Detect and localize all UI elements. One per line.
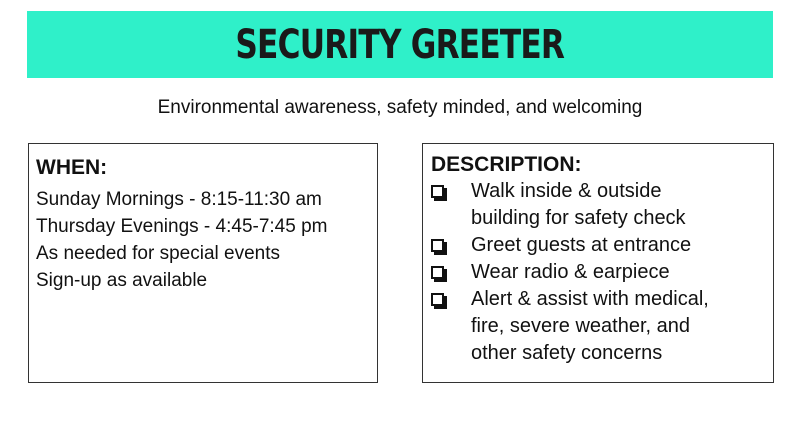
when-list	[36, 186, 377, 294]
when-line: Sign-up as available	[36, 270, 208, 291]
page-title: SECURITY GREETER	[235, 21, 565, 68]
when-card	[28, 143, 378, 383]
description-item-text: Alert & assist with medical, fire, severe weather, and other safety concerns	[471, 288, 709, 364]
description-item-text: Wear radio & earpiece	[471, 261, 670, 283]
description-item-text: Walk inside & outside building for safety check	[471, 180, 686, 229]
list-item	[431, 232, 773, 259]
when-line: As needed for special events	[36, 243, 280, 264]
description-list	[431, 178, 773, 367]
when-heading: WHEN:	[36, 156, 108, 179]
list-item	[431, 178, 773, 232]
list-item	[431, 259, 773, 286]
list-item	[431, 286, 773, 367]
subtitle: Environmental awareness, safety minded, and welcoming	[157, 97, 643, 118]
checkbox-icon	[431, 259, 471, 279]
when-line: Thursday Evenings - 4:45-7:45 pm	[36, 216, 328, 237]
checkbox-icon	[431, 232, 471, 252]
when-line: Sunday Mornings - 8:15-11:30 am	[36, 189, 322, 210]
checkbox-icon	[431, 178, 471, 198]
checkbox-icon	[431, 286, 471, 306]
description-card	[422, 143, 774, 383]
description-heading: DESCRIPTION:	[431, 153, 582, 176]
title-banner	[27, 11, 773, 78]
description-item-text: Greet guests at entrance	[471, 234, 692, 256]
